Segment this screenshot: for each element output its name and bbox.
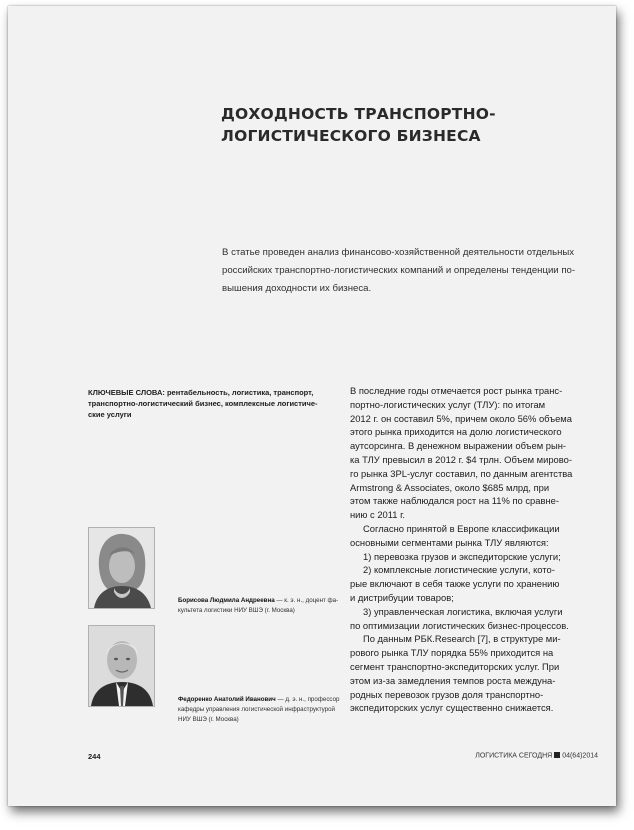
journal-issue: 04(64)2014	[562, 752, 598, 760]
body-line: 1) перевозка грузов и экспедиторские услуги;	[363, 550, 561, 562]
author-desc: кафедры управления логистической инфраструктурой	[178, 706, 336, 713]
abstract-line: В статье проведен анализ финансово-хозяйственной деятельности отдельных	[222, 247, 575, 258]
keywords-block	[88, 387, 338, 420]
body-line: го рынка 3PL-услуг составил, по данным агентства	[350, 467, 573, 479]
author-info-fedorenko	[178, 695, 338, 725]
body-line: этом из-за замедления темпов роста междуна-	[350, 674, 556, 686]
square-bullet-icon	[554, 752, 560, 758]
author-photo-fedorenko	[88, 625, 155, 707]
article-body	[350, 384, 600, 715]
body-line: этого рынка приходится на долю логистического	[350, 426, 562, 438]
keywords-label: КЛЮЧЕВЫЕ СЛОВА:	[88, 388, 165, 397]
author-info-borisova	[178, 596, 338, 616]
author-desc: НИУ ВШЭ (г. Москва)	[178, 716, 239, 723]
journal-page	[8, 6, 616, 806]
title-line-1: ДОХОДНОСТЬ ТРАНСПОРТНО-	[221, 105, 496, 123]
body-line: аутсорсинга. В денежном выражении объем рын-	[350, 440, 567, 452]
page-number: 244	[88, 752, 101, 761]
author-photo-borisova	[88, 527, 155, 609]
body-line: 2) комплексные логистические услуги, кото-	[363, 564, 555, 576]
body-line: портно-логистических услуг (ТЛУ): по итогам	[350, 398, 546, 410]
keywords-text: ские услуги	[88, 410, 132, 419]
author-line-1	[178, 596, 338, 606]
article-abstract	[222, 244, 600, 298]
body-line: экспедиторских услуг существенно снижается.	[350, 702, 554, 714]
author-desc: — к. э. н., доцент фа-	[276, 597, 339, 604]
body-line: по оптимизации логистических бизнес-процессов.	[350, 619, 569, 631]
body-line: рового рынка ТЛУ порядка 55% приходится на	[350, 647, 554, 659]
body-line: сегмент транспортно-экспедиторских услуг. При	[350, 660, 560, 672]
body-line: нию с 2011 г.	[350, 509, 405, 521]
body-line: В последние годы отмечается рост рынка транс-	[350, 385, 563, 396]
body-line: 3) управленческая логистика, включая услуги	[363, 605, 563, 617]
body-line: рые включают в себя также услуги по хранению	[350, 578, 560, 590]
journal-name: ЛОГИСТИКА СЕГОДНЯ	[475, 752, 553, 760]
keywords-line-1	[88, 387, 338, 398]
keywords-text: транспортно-логистический бизнес, комплексные логистиче-	[88, 399, 318, 408]
keywords-text: рентабельность, логистика, транспорт,	[166, 388, 314, 397]
body-line: 2012 г. он составил 5%, причем около 56% объема	[350, 412, 572, 424]
author-name: Федоренко Анатолий Иванович	[178, 696, 276, 703]
title-line-2: ЛОГИСТИЧЕСКОГО БИЗНЕСА	[221, 127, 481, 145]
journal-footer	[463, 752, 598, 760]
body-line: и дистрибуции товаров;	[350, 591, 454, 603]
author-desc: — д. э. н., профессор	[277, 696, 340, 703]
author-line-1	[178, 695, 338, 705]
author-desc: культета логистики НИУ ВШЭ (г. Москва)	[178, 607, 295, 614]
abstract-line: российских транспортно-логистических компаний и определены тенденции по-	[222, 265, 576, 276]
body-line: Armstrong & Associates, около $685 млрд, при	[350, 481, 550, 493]
abstract-line: вышения доходности их бизнеса.	[222, 283, 372, 294]
body-line: родных перевозок грузов доля транспортно-	[350, 688, 544, 700]
body-line: ка ТЛУ превысил в 2012 г. $4 трлн. Объем мирово-	[350, 453, 572, 465]
body-line: Согласно принятой в Европе классификации	[363, 522, 560, 534]
body-line: этом также наблюдался рост на 11% по сравне-	[350, 495, 559, 507]
author-name: Борисова Людмила Андреевна	[178, 597, 275, 604]
body-line: По данным РБК.Research [7], в структуре ми-	[363, 633, 561, 645]
body-line: основными сегментами рынка ТЛУ являются:	[350, 536, 549, 548]
article-title	[221, 103, 551, 147]
